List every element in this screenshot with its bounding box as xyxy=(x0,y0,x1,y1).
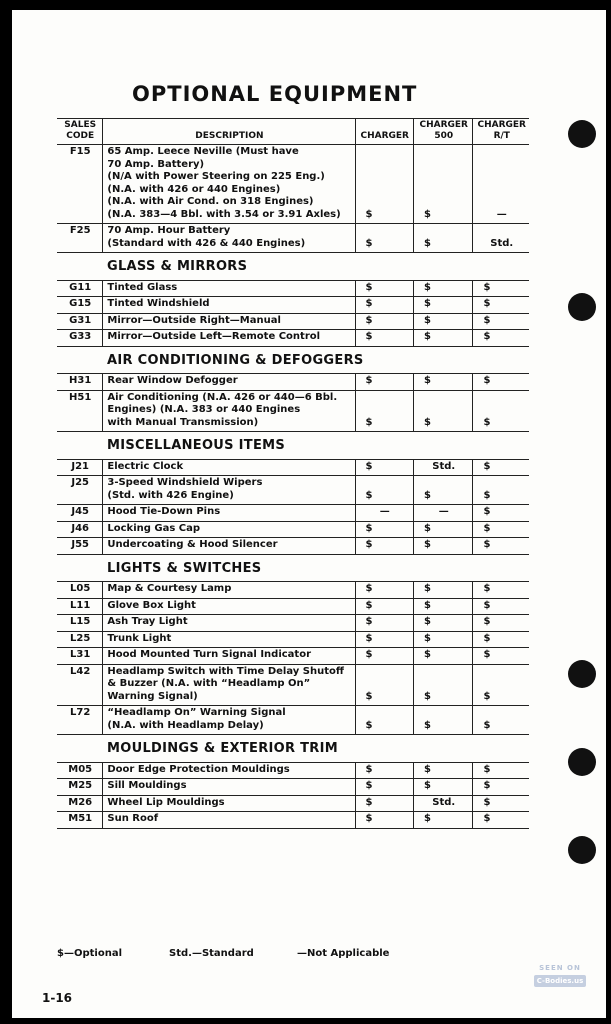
availability-value: $ xyxy=(483,649,491,660)
description xyxy=(103,374,355,391)
availability-c2 xyxy=(413,538,473,555)
legend-not-applicable: —Not Applicable xyxy=(297,948,390,959)
availability-c2 xyxy=(413,330,473,347)
availability-c1 xyxy=(355,224,413,253)
availability-value: $ xyxy=(483,522,491,534)
table-row xyxy=(57,313,529,330)
availability-value: Std. xyxy=(432,460,456,472)
availability-c1 xyxy=(355,598,413,615)
availability-c1 xyxy=(355,374,413,391)
availability-value: $ xyxy=(483,813,491,824)
availability-value: Std. xyxy=(432,796,456,808)
availability-value: $ xyxy=(365,632,373,644)
availability-c2 xyxy=(413,224,473,253)
availability-c2 xyxy=(413,598,473,615)
sales-code: J21 xyxy=(57,459,103,476)
availability-c1 xyxy=(355,521,413,538)
availability-c1 xyxy=(355,795,413,812)
availability-value: $ xyxy=(483,506,491,517)
table-row xyxy=(57,297,529,314)
binder-hole xyxy=(568,660,596,688)
description-line: Electric Clock xyxy=(107,460,184,472)
availability-c1 xyxy=(355,390,413,432)
availability-value: $ xyxy=(483,796,491,808)
availability-value: $ xyxy=(423,539,431,550)
sales-code: J25 xyxy=(57,476,103,505)
description xyxy=(103,390,355,432)
availability-c2 xyxy=(413,664,473,706)
table-row xyxy=(57,648,529,665)
availability-value: $ xyxy=(365,649,373,660)
header-charger: CHARGER xyxy=(355,119,413,145)
description-line: Tinted Glass xyxy=(107,281,178,293)
description-line: 70 Amp. Battery) xyxy=(107,158,205,170)
availability-value: $ xyxy=(483,763,491,775)
availability-value: $ xyxy=(483,632,491,644)
availability-c3 xyxy=(473,615,529,632)
description-line: Rear Window Defogger xyxy=(107,375,238,386)
sales-code: J55 xyxy=(57,538,103,555)
section-heading-row xyxy=(57,735,529,763)
description-line: with Manual Transmission) xyxy=(107,416,259,428)
availability-value: $ xyxy=(365,237,373,249)
description-line: Headlamp Switch with Time Delay Shutoff xyxy=(107,665,344,677)
availability-c2 xyxy=(413,812,473,829)
sales-code: H51 xyxy=(57,390,103,432)
description-line: (N.A. with Air Cond. on 318 Engines) xyxy=(107,196,314,207)
description xyxy=(103,521,355,538)
description-line: Map & Courtesy Lamp xyxy=(107,583,232,594)
section-heading-row xyxy=(57,554,529,582)
availability-c3 xyxy=(473,664,529,706)
description xyxy=(103,582,355,599)
availability-value: $ xyxy=(423,298,431,309)
availability-c2 xyxy=(413,459,473,476)
availability-c2 xyxy=(413,582,473,599)
availability-c2 xyxy=(413,280,473,297)
sales-code: M51 xyxy=(57,812,103,829)
sales-code: G11 xyxy=(57,280,103,297)
availability-value: Std. xyxy=(490,237,514,249)
description-line: Sill Mouldings xyxy=(107,780,187,791)
availability-value: $ xyxy=(423,375,431,386)
availability-value: — xyxy=(379,506,390,517)
page-number: 1-16 xyxy=(42,991,73,1005)
description xyxy=(103,224,355,253)
description xyxy=(103,795,355,812)
table-row xyxy=(57,812,529,829)
description-line: (N.A. with Headlamp Delay) xyxy=(107,719,264,731)
availability-c1 xyxy=(355,664,413,706)
description xyxy=(103,538,355,555)
availability-c2 xyxy=(413,476,473,505)
availability-c3 xyxy=(473,224,529,253)
availability-value: $ xyxy=(423,719,431,731)
document-page xyxy=(12,10,606,1018)
description xyxy=(103,762,355,779)
availability-value: $ xyxy=(423,583,431,594)
availability-c2 xyxy=(413,795,473,812)
binder-hole xyxy=(568,836,596,864)
sales-code: M05 xyxy=(57,762,103,779)
description xyxy=(103,598,355,615)
description xyxy=(103,615,355,632)
description-line: (N.A. with 426 or 440 Engines) xyxy=(107,183,281,195)
availability-c1 xyxy=(355,505,413,522)
description-line: Warning Signal) xyxy=(107,690,198,702)
description-line: Door Edge Protection Mouldings xyxy=(107,763,290,775)
availability-value: $ xyxy=(483,298,491,309)
availability-c3 xyxy=(473,313,529,330)
availability-value: $ xyxy=(423,649,431,660)
availability-c3 xyxy=(473,145,529,224)
table-row xyxy=(57,664,529,706)
sales-code: L72 xyxy=(57,706,103,735)
availability-c1 xyxy=(355,313,413,330)
availability-value: $ xyxy=(365,298,373,309)
availability-c1 xyxy=(355,280,413,297)
section-heading: MOULDINGS & EXTERIOR TRIM xyxy=(107,741,338,756)
availability-value: $ xyxy=(483,780,491,791)
availability-c1 xyxy=(355,459,413,476)
description-line: & Buzzer (N.A. with “Headlamp On” xyxy=(107,678,311,689)
sales-code: L25 xyxy=(57,631,103,648)
availability-c3 xyxy=(473,476,529,505)
availability-c3 xyxy=(473,812,529,829)
table-row xyxy=(57,598,529,615)
availability-value: $ xyxy=(365,539,373,550)
table-row xyxy=(57,459,529,476)
binder-hole xyxy=(568,293,596,321)
availability-c2 xyxy=(413,297,473,314)
table-row xyxy=(57,762,529,779)
availability-value: $ xyxy=(423,522,431,534)
page-title: OPTIONAL EQUIPMENT xyxy=(132,82,418,106)
table-row xyxy=(57,390,529,432)
availability-c3 xyxy=(473,280,529,297)
header-code: SALES CODE xyxy=(57,119,103,145)
table-row xyxy=(57,145,529,224)
description xyxy=(103,706,355,735)
sales-code: G15 xyxy=(57,297,103,314)
availability-c1 xyxy=(355,538,413,555)
availability-value: $ xyxy=(483,583,491,594)
availability-c3 xyxy=(473,648,529,665)
availability-value: $ xyxy=(365,780,373,791)
availability-c3 xyxy=(473,631,529,648)
description-line: Glove Box Light xyxy=(107,599,196,611)
legend-optional: $—Optional xyxy=(57,948,122,959)
availability-c3 xyxy=(473,762,529,779)
header-charger-500: CHARGER 500 xyxy=(413,119,473,145)
description-line: 3-Speed Windshield Wipers xyxy=(107,477,263,488)
binder-hole xyxy=(568,120,596,148)
header-charger-rt: CHARGER R/T xyxy=(473,119,529,145)
description-line: Hood Mounted Turn Signal Indicator xyxy=(107,649,312,660)
availability-value: $ xyxy=(423,416,431,428)
availability-value: $ xyxy=(365,690,373,702)
sales-code: L15 xyxy=(57,615,103,632)
description xyxy=(103,779,355,796)
availability-value: $ xyxy=(483,314,491,326)
availability-value: $ xyxy=(423,763,431,775)
availability-value: $ xyxy=(483,616,491,627)
availability-c2 xyxy=(413,505,473,522)
availability-value: $ xyxy=(365,813,373,824)
availability-value: $ xyxy=(365,208,373,220)
availability-c1 xyxy=(355,330,413,347)
availability-value: $ xyxy=(365,375,373,386)
availability-c2 xyxy=(413,615,473,632)
section-heading-row xyxy=(57,346,529,374)
description xyxy=(103,297,355,314)
section-heading: MISCELLANEOUS ITEMS xyxy=(107,438,286,453)
description xyxy=(103,648,355,665)
description-line: (Std. with 426 Engine) xyxy=(107,489,234,501)
availability-c3 xyxy=(473,390,529,432)
table-row xyxy=(57,706,529,735)
availability-value: $ xyxy=(423,331,431,342)
table-row xyxy=(57,779,529,796)
availability-c3 xyxy=(473,706,529,735)
availability-c2 xyxy=(413,145,473,224)
description-line: (Standard with 426 & 440 Engines) xyxy=(107,237,306,249)
availability-c3 xyxy=(473,779,529,796)
availability-c3 xyxy=(473,795,529,812)
availability-value: $ xyxy=(365,522,373,534)
availability-value: $ xyxy=(483,690,491,702)
availability-c1 xyxy=(355,706,413,735)
availability-value: — xyxy=(438,506,449,517)
availability-c2 xyxy=(413,779,473,796)
availability-value: $ xyxy=(365,281,373,293)
availability-value: $ xyxy=(365,314,373,326)
table-row xyxy=(57,505,529,522)
availability-c1 xyxy=(355,582,413,599)
availability-value: $ xyxy=(483,539,491,550)
availability-value: $ xyxy=(423,616,431,627)
table-row xyxy=(57,330,529,347)
availability-c2 xyxy=(413,374,473,391)
sales-code: L42 xyxy=(57,664,103,706)
table-row xyxy=(57,538,529,555)
sales-code: J45 xyxy=(57,505,103,522)
description-line: Mirror—Outside Right—Manual xyxy=(107,314,281,326)
availability-value: $ xyxy=(423,690,431,702)
section-heading: LIGHTS & SWITCHES xyxy=(107,560,262,576)
availability-c1 xyxy=(355,615,413,632)
binder-hole xyxy=(568,748,596,776)
availability-c2 xyxy=(413,390,473,432)
table-row xyxy=(57,795,529,812)
description-line: Ash Tray Light xyxy=(107,616,188,627)
availability-value: $ xyxy=(423,813,431,824)
availability-c1 xyxy=(355,631,413,648)
table-row xyxy=(57,374,529,391)
section-heading-row xyxy=(57,253,529,281)
section-heading: AIR CONDITIONING & DEFOGGERS xyxy=(107,352,364,368)
availability-c2 xyxy=(413,521,473,538)
availability-c3 xyxy=(473,374,529,391)
availability-value: $ xyxy=(365,416,373,428)
availability-value: $ xyxy=(483,375,491,386)
sales-code: F25 xyxy=(57,224,103,253)
availability-value: $ xyxy=(423,314,431,326)
table-row xyxy=(57,476,529,505)
availability-value: $ xyxy=(483,719,491,731)
sales-code: H31 xyxy=(57,374,103,391)
table-header xyxy=(57,119,529,145)
description-line: Hood Tie-Down Pins xyxy=(107,506,221,517)
availability-value: $ xyxy=(365,583,373,594)
sales-code: M26 xyxy=(57,795,103,812)
description xyxy=(103,664,355,706)
availability-c1 xyxy=(355,476,413,505)
table-row xyxy=(57,224,529,253)
availability-value: $ xyxy=(365,489,373,501)
availability-value: $ xyxy=(365,616,373,627)
sales-code: L05 xyxy=(57,582,103,599)
availability-c1 xyxy=(355,145,413,224)
availability-c3 xyxy=(473,297,529,314)
description-line: 70 Amp. Hour Battery xyxy=(107,225,231,236)
availability-c2 xyxy=(413,313,473,330)
description-line: “Headlamp On” Warning Signal xyxy=(107,707,286,718)
availability-value: $ xyxy=(423,632,431,644)
availability-value: $ xyxy=(483,460,491,472)
availability-value: $ xyxy=(423,780,431,791)
availability-value: $ xyxy=(365,599,373,611)
description-line: Trunk Light xyxy=(107,632,172,644)
description-line: (N/A with Power Steering on 225 Eng.) xyxy=(107,171,325,182)
description xyxy=(103,145,355,224)
header-description: DESCRIPTION xyxy=(103,119,355,145)
availability-value: $ xyxy=(483,416,491,428)
availability-c3 xyxy=(473,330,529,347)
table-row xyxy=(57,631,529,648)
availability-value: $ xyxy=(423,599,431,611)
availability-value: $ xyxy=(365,763,373,775)
sales-code: G31 xyxy=(57,313,103,330)
description xyxy=(103,313,355,330)
description-line: Engines) (N.A. 383 or 440 Engines xyxy=(107,404,301,415)
availability-c3 xyxy=(473,598,529,615)
availability-value: $ xyxy=(423,281,431,293)
availability-c1 xyxy=(355,648,413,665)
description xyxy=(103,330,355,347)
availability-value: $ xyxy=(365,331,373,342)
description xyxy=(103,280,355,297)
description-line: 65 Amp. Leece Neville (Must have xyxy=(107,146,299,157)
description xyxy=(103,476,355,505)
sales-code: J46 xyxy=(57,521,103,538)
table-row xyxy=(57,582,529,599)
availability-c2 xyxy=(413,762,473,779)
availability-c3 xyxy=(473,459,529,476)
availability-c2 xyxy=(413,631,473,648)
description-line: Wheel Lip Mouldings xyxy=(107,796,225,808)
description-line: Tinted Windshield xyxy=(107,298,210,309)
availability-c3 xyxy=(473,538,529,555)
availability-value: — xyxy=(496,208,507,220)
availability-value: $ xyxy=(365,719,373,731)
availability-c1 xyxy=(355,297,413,314)
availability-value: $ xyxy=(483,281,491,293)
availability-value: $ xyxy=(423,489,431,501)
description xyxy=(103,812,355,829)
availability-value: $ xyxy=(423,208,431,220)
description xyxy=(103,505,355,522)
sales-code: M25 xyxy=(57,779,103,796)
watermark-logo: SEEN ON C-Bodies.us xyxy=(534,964,586,998)
sales-code: G33 xyxy=(57,330,103,347)
availability-c3 xyxy=(473,505,529,522)
description-line: Air Conditioning (N.A. 426 or 440—6 Bbl. xyxy=(107,391,338,403)
description-line: Mirror—Outside Left—Remote Control xyxy=(107,331,321,342)
description-line: (N.A. 383—4 Bbl. with 3.54 or 3.91 Axles) xyxy=(107,208,341,220)
availability-value: $ xyxy=(483,599,491,611)
availability-c2 xyxy=(413,648,473,665)
availability-c1 xyxy=(355,779,413,796)
availability-c2 xyxy=(413,706,473,735)
description xyxy=(103,459,355,476)
table-row xyxy=(57,615,529,632)
equipment-table xyxy=(57,118,529,829)
availability-value: $ xyxy=(483,489,491,501)
table-row xyxy=(57,280,529,297)
description-line: Sun Roof xyxy=(107,813,159,824)
description xyxy=(103,631,355,648)
availability-c1 xyxy=(355,812,413,829)
section-heading: GLASS & MIRRORS xyxy=(107,259,248,274)
sales-code: L31 xyxy=(57,648,103,665)
sales-code: F15 xyxy=(57,145,103,224)
availability-c3 xyxy=(473,582,529,599)
availability-value: $ xyxy=(365,460,373,472)
table-row xyxy=(57,521,529,538)
availability-value: $ xyxy=(483,331,491,342)
description-line: Locking Gas Cap xyxy=(107,522,201,534)
availability-c1 xyxy=(355,762,413,779)
availability-value: $ xyxy=(365,796,373,808)
availability-c3 xyxy=(473,521,529,538)
section-heading-row xyxy=(57,432,529,460)
sales-code: L11 xyxy=(57,598,103,615)
legend-standard: Std.—Standard xyxy=(169,948,254,959)
availability-value: $ xyxy=(423,237,431,249)
description-line: Undercoating & Hood Silencer xyxy=(107,539,278,550)
